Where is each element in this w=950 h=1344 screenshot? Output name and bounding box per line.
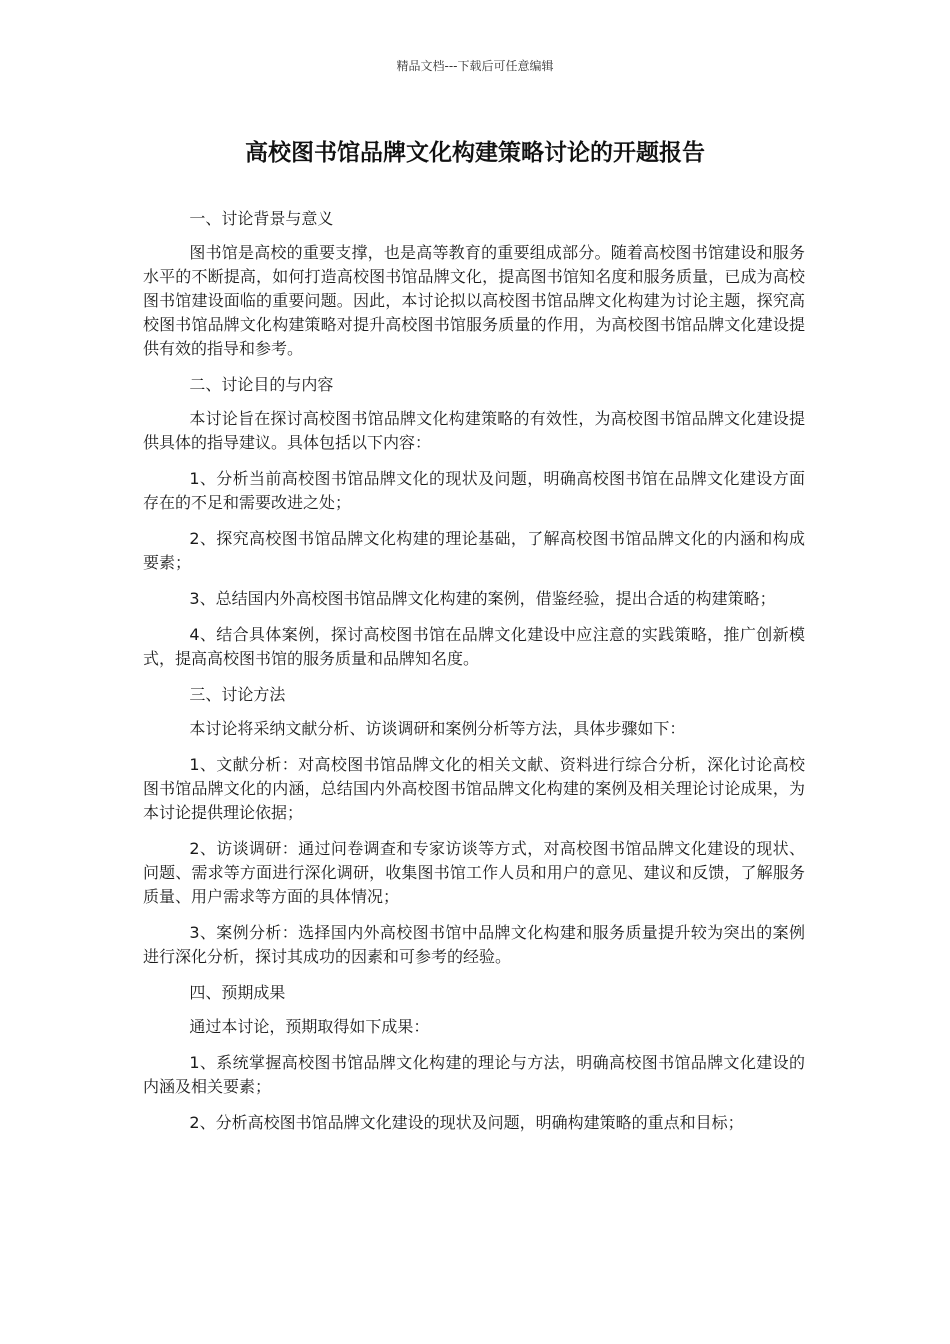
list-item: 1、分析当前高校图书馆品牌文化的现状及问题，明确高校图书馆在品牌文化建设方面存在的不足和需要改进之处； xyxy=(143,469,805,512)
list-item: 3、总结国内外高校图书馆品牌文化构建的案例，借鉴经验，提出合适的构建策略； xyxy=(189,589,776,608)
list-item: 1、文献分析：对高校图书馆品牌文化的相关文献、资料进行综合分析，深化讨论高校图书馆品牌文化的内涵，总结国内外高校图书馆品牌文化构建的案例及相关理论讨论成果，为本讨论提供理论依据； xyxy=(143,755,805,822)
document-body xyxy=(143,207,805,1147)
body-paragraph: 本讨论将采纳文献分析、访谈调研和案例分析等方法，具体步骤如下： xyxy=(189,719,686,738)
document-title: 高校图书馆品牌文化构建策略讨论的开题报告 xyxy=(245,140,705,166)
list-item: 4、结合具体案例，探讨高校图书馆在品牌文化建设中应注意的实践策略，推广创新模式，提高高校图书馆的服务质量和品牌知名度。 xyxy=(143,625,805,668)
list-item: 2、分析高校图书馆品牌文化建设的现状及问题，明确构建策略的重点和目标； xyxy=(189,1113,744,1132)
body-paragraph: 图书馆是高校的重要支撑，也是高等教育的重要组成部分。随着高校图书馆建设和服务水平的不断提高，如何打造高校图书馆品牌文化，提高图书馆知名度和服务质量，已成为高校图书馆建设面临的重要问题。因此，本讨论拟以高校图书馆品牌文化构建为讨论主题，探究高校图书馆品牌文化构建策略对提升高校图书馆服务质量的作用，为高校图书馆品牌文化建设提供有效的指导和参考。 xyxy=(143,243,805,358)
list-item: 2、探究高校图书馆品牌文化构建的理论基础，了解高校图书馆品牌文化的内涵和构成要素； xyxy=(143,529,805,572)
body-paragraph: 本讨论旨在探讨高校图书馆品牌文化构建策略的有效性，为高校图书馆品牌文化建设提供具体的指导建议。具体包括以下内容： xyxy=(143,409,805,452)
section-heading: 四、预期成果 xyxy=(189,983,286,1002)
body-paragraph: 通过本讨论，预期取得如下成果： xyxy=(189,1017,430,1036)
list-item: 3、案例分析：选择国内外高校图书馆中品牌文化构建和服务质量提升较为突出的案例进行深化分析，探讨其成功的因素和可参考的经验。 xyxy=(143,923,805,966)
section-heading: 二、讨论目的与内容 xyxy=(189,375,334,394)
page-header: 精品文档---下载后可任意编辑 xyxy=(396,59,554,73)
section-heading: 三、讨论方法 xyxy=(189,685,286,704)
list-item: 2、访谈调研：通过问卷调查和专家访谈等方式，对高校图书馆品牌文化建设的现状、问题、需求等方面进行深化调研，收集图书馆工作人员和用户的意见、建议和反馈，了解服务质量、用户需求等方面的具体情况； xyxy=(143,839,805,906)
list-item: 1、系统掌握高校图书馆品牌文化构建的理论与方法，明确高校图书馆品牌文化建设的内涵及相关要素； xyxy=(143,1053,805,1096)
section-heading: 一、讨论背景与意义 xyxy=(189,209,334,228)
